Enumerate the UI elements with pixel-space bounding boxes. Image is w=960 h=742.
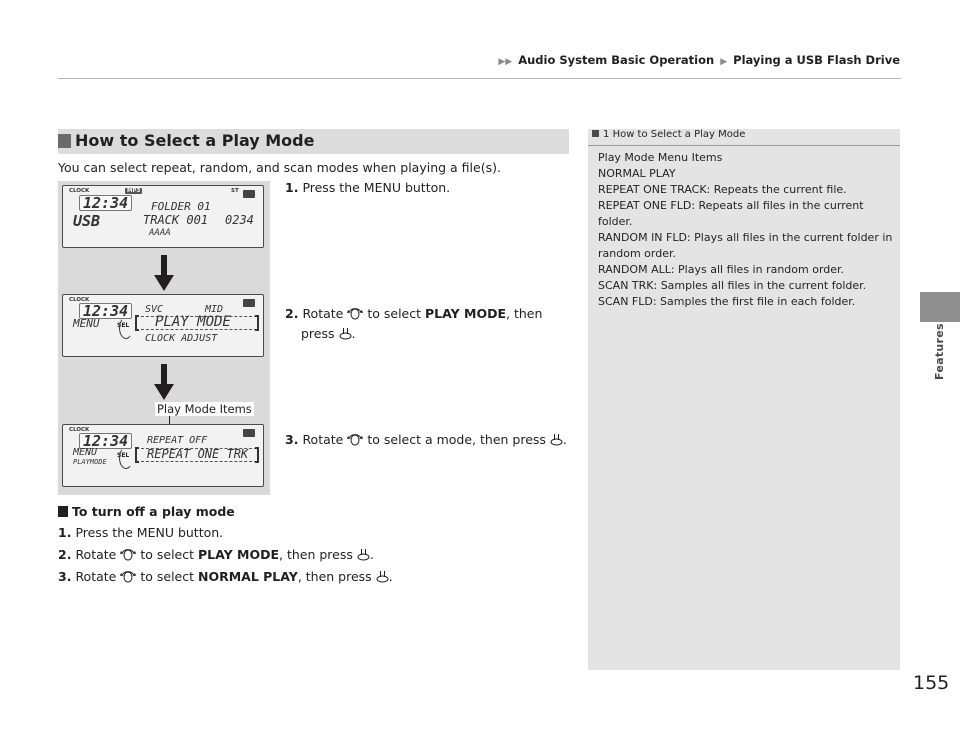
note-line: SCAN TRK: Samples all files in the current folder. [598,279,867,292]
turn-off-step-1 [58,523,223,543]
note-line: Play Mode Menu Items [598,151,723,164]
highlight-bracket-left [135,315,139,331]
highlight-bracket-right [255,447,259,463]
turn-off-heading [58,504,235,519]
clock-indicator: CLOCK [69,188,90,194]
section-title: How to Select a Play Mode [75,131,315,150]
turn-off-title: To turn off a play mode [72,504,235,519]
note-line: REPEAT ONE TRACK: Repeats the current file. [598,183,847,196]
down-arrow-icon [154,364,174,400]
step-text: Press the MENU button. [75,525,224,540]
note-ref-number: 1 [603,129,610,140]
lcd-menu-label: MENU [73,317,100,330]
chapter-tab-label: Features [933,323,946,380]
selector-knob-push-icon [339,327,352,340]
heading-square-icon [58,134,71,148]
menu-item-repeat-off: REPEAT OFF [147,435,208,446]
section-heading [58,129,569,154]
lcd-display-usb [62,185,264,248]
turn-off-step-2: 2. Rotate to select PLAY MODE, then press . [58,547,374,562]
selector-knob-push-icon [376,570,389,583]
selector-knob-icon [119,447,133,469]
step-1 [285,178,450,198]
clock-indicator: CLOCK [69,427,90,433]
note-reference-icon [592,130,599,137]
step-text: to select a mode, then press [367,432,546,447]
lcd-clock: 12:34 [79,195,132,211]
step-number: 2. [58,547,72,562]
breadcrumb [0,53,900,67]
menu-item-repeat-one-trk: REPEAT ONE TRK [147,447,249,461]
selector-knob-rotate-icon [347,432,363,446]
stereo-indicator: ST [231,188,239,194]
step-text: , then press [297,569,372,584]
step-text: to select [140,547,195,562]
section-intro: You can select repeat, random, and scan modes when playing a file(s). [58,160,501,175]
selector-knob-rotate-icon [120,569,136,583]
selector-knob-push-icon [550,433,563,446]
note-line: RANDOM ALL: Plays all files in random order. [598,263,845,276]
note-line: NORMAL PLAY [598,167,676,180]
step-text: press [301,326,335,341]
lcd-illustration-panel [58,181,270,495]
highlight-bracket-left [135,447,139,463]
lcd-track: TRACK 001 [143,213,209,227]
clock-indicator: CLOCK [69,297,90,303]
menu-item-svc: SVC [145,304,164,315]
step-text: Rotate [302,306,344,321]
step-number: 2. [285,306,299,321]
step-text: Rotate [75,547,117,562]
note-line: RANDOM IN FLD: Plays all files in the current folder in random order. [598,231,893,260]
selector-knob-push-icon [357,548,370,561]
lcd-file-name: AAAA [149,228,171,238]
usb-icon [243,429,255,437]
selector-knob-rotate-icon [347,306,363,320]
step-text: to select [367,306,422,321]
step-menu-option: PLAY MODE [425,306,506,321]
down-arrow-icon [154,255,174,291]
selector-knob-rotate-icon [120,547,136,561]
step-text: to select [140,569,195,584]
breadcrumb-arrow-icon: ▶▶ [498,57,513,67]
step-number: 1. [58,525,72,540]
step-text: Rotate [75,569,117,584]
note-heading[interactable] [588,129,900,146]
heading-square-icon [58,506,68,517]
lcd-clock: 12:34 [79,303,132,319]
step-text: Rotate [302,432,344,447]
step-text: , then [506,306,543,321]
step-menu-option: PLAY MODE [198,547,279,562]
step-number: 1. [285,180,299,195]
lcd-display-play-mode [62,424,264,487]
step-menu-option: NORMAL PLAY [198,569,298,584]
lcd-menu-sublabel: PLAYMODE [73,458,107,466]
step-2-continued: press . [301,326,356,341]
note-body [598,150,894,310]
highlight-bracket-right [255,315,259,331]
step-text: , then press [279,547,353,562]
step-text: Press the MENU button. [302,180,451,195]
lcd-menu-label: MENU [73,447,98,458]
chapter-tab[interactable] [919,322,959,382]
step-2 [285,304,542,324]
lcd-display-menu [62,294,264,357]
selector-knob-icon [119,317,133,339]
header-divider [58,78,901,79]
callout-play-mode-items: Play Mode Items [157,402,252,416]
lcd-clock: 12:34 [79,433,132,449]
sel-label: SEL [117,322,130,329]
mp3-indicator: MP3 [127,188,141,194]
breadcrumb-section[interactable]: Audio System Basic Operation [518,53,715,67]
sel-label: SEL [117,452,130,459]
note-title: How to Select a Play Mode [612,129,746,140]
breadcrumb-arrow-icon: ▶ [720,57,728,67]
step-number: 3. [285,432,299,447]
menu-item-play-mode: PLAY MODE [155,314,231,330]
usb-icon [243,299,255,307]
usb-icon [243,190,255,198]
note-line: SCAN FLD: Samples the first file in each folder. [598,295,856,308]
lcd-elapsed-time: 0234 [225,213,254,227]
chapter-tab-marker [920,292,960,322]
turn-off-step-3: 3. Rotate to select NORMAL PLAY, then press . [58,569,393,584]
menu-item-clock-adjust: CLOCK ADJUST [145,333,218,344]
note-line: REPEAT ONE FLD: Repeats all files in the current folder. [598,199,864,228]
page-number: 155 [913,672,950,694]
step-3: 3. Rotate to select a mode, then press . [285,432,567,447]
menu-item-mid: MID [205,304,224,315]
breadcrumb-page[interactable]: Playing a USB Flash Drive [733,53,900,67]
sidebar-notes [588,129,900,670]
step-number: 3. [58,569,72,584]
lcd-source: USB [73,212,101,230]
lcd-folder: FOLDER 01 [151,200,211,213]
